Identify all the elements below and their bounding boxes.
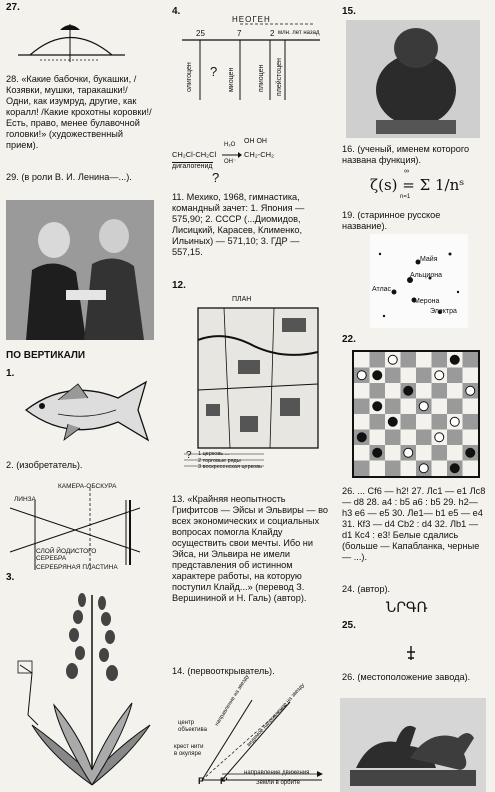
q16-text: 16. (ученый, именем которого названа функция). [342, 144, 470, 165]
epoch-pliocene: плиоцен [258, 64, 265, 92]
label-earth-orbit: Земли в орбите [256, 780, 300, 786]
chess-square [354, 414, 370, 430]
chess-square [463, 430, 479, 446]
lenin-actors-photo [6, 200, 154, 340]
mln-label: млн. лет назад [278, 30, 320, 36]
chess-board-squares [354, 352, 478, 476]
horse-sculpture-photo [340, 698, 486, 792]
label-apparent-direction: видимое направление на звезду [246, 682, 306, 749]
chess-piece [419, 402, 428, 411]
formula-arrow-top: H₂O [224, 142, 236, 148]
sculpture-photo [346, 20, 480, 138]
chess-piece [419, 464, 428, 473]
label-star-direction: направление на звезду [214, 673, 251, 728]
chess-square [463, 352, 479, 368]
chess-board [352, 350, 480, 478]
chess-square [370, 461, 386, 477]
chess-square [401, 399, 417, 415]
chess-square [447, 430, 463, 446]
formula-right: CH₂-CH₂ [244, 150, 274, 159]
zeta-formula: ζ(s) = Σ 1/nˢ [370, 176, 465, 194]
label-silver-plate: СЕРЕБРЯНАЯ ПЛАСТИНА [36, 564, 118, 571]
star-alcyone: Альциона [410, 272, 442, 279]
chess-square [401, 352, 417, 368]
chess-square [416, 352, 432, 368]
chess-square [463, 368, 479, 384]
chess-square [354, 399, 370, 415]
chess-piece [450, 464, 459, 473]
chess-square [370, 383, 386, 399]
chess-square [463, 414, 479, 430]
chess-square [401, 414, 417, 430]
photo-figures [6, 200, 154, 340]
map-legend-item-1: 1 церковь ... [198, 451, 230, 457]
tick-25: 25 [196, 29, 205, 38]
label-camera-obscura: КАМЕРА-ОБСКУРА [58, 483, 117, 490]
chess-piece [435, 371, 444, 380]
zeta-sum-top: ∞ [404, 168, 409, 175]
label-crosshair: крест нити в окуляре [174, 744, 204, 757]
q11-text: 11. Мехико, 1968, гимнастика, командный зачет: 1. Япония — 575,90; 2. СССР (...Диомидов, Лисицкий, Карасев, Клименко, Ильиных) — 571,10; 3. ГДР — 557,15. [172, 192, 305, 257]
chess-square [354, 445, 370, 461]
chess-square [432, 383, 448, 399]
chess-piece [388, 417, 397, 426]
label-iodide-layer: СЛОЙ ЙОДИСТОГО СЕРЕБРА [36, 548, 97, 562]
chess-square [401, 368, 417, 384]
q12-number: 12. [172, 280, 186, 291]
formula-label: дигалогенид [172, 163, 213, 170]
chess-square [401, 430, 417, 446]
chess-square [416, 445, 432, 461]
chess-square [385, 383, 401, 399]
heading-vertical: ПО ВЕРТИКАЛИ [6, 350, 86, 361]
q4-number: 4. [172, 6, 181, 17]
map-legend-item-2: 2 торговые ряды [198, 457, 241, 464]
chess-square [416, 414, 432, 430]
label-lens-center: центр объектива [178, 720, 207, 733]
chess-piece [388, 355, 397, 364]
q27-umbrella-diagram [0, 0, 160, 75]
chess-square [432, 461, 448, 477]
label-motion-direction: направление движения [244, 770, 310, 776]
q27-number: 27. [6, 2, 20, 13]
chess-square [416, 383, 432, 399]
formula-arrow-bottom: OH⁻ [224, 159, 237, 165]
map-plan-label: ПЛАН [232, 296, 252, 303]
tick-2: 2 [270, 29, 275, 38]
chess-square [416, 368, 432, 384]
chess-square [432, 445, 448, 461]
chess-square [370, 352, 386, 368]
star-merope: Мерона [414, 298, 440, 305]
formula-left: CH₂Cl-CH₂Cl [172, 150, 217, 159]
chess-square [354, 352, 370, 368]
plant-illustration [10, 585, 160, 792]
q29-text: 29. (в роли В. И. Ленина—...). [6, 172, 132, 182]
chess-square [401, 461, 417, 477]
chess-square [416, 430, 432, 446]
chess-square [385, 399, 401, 415]
q3-number: 3. [6, 572, 15, 583]
chess-piece [404, 386, 413, 395]
q25-number: 25. [342, 620, 356, 631]
chess-piece [435, 433, 444, 442]
epoch-miocene: миоцен [228, 67, 235, 92]
chess-square [385, 445, 401, 461]
chess-piece [404, 448, 413, 457]
star-electra: Электра [430, 308, 457, 315]
chess-piece [466, 448, 475, 457]
map-legend-item-3: 3 воскресенская церковь [198, 464, 262, 470]
chess-piece [466, 386, 475, 395]
chess-square [463, 399, 479, 415]
formula-question-mark: ? [212, 170, 220, 185]
map-question-mark: ? [186, 450, 192, 461]
chess-square [370, 430, 386, 446]
chess-square [432, 414, 448, 430]
chess-square [447, 445, 463, 461]
chess-square [447, 399, 463, 415]
epoch-oligocene: олигоцен [186, 62, 193, 92]
armenian-glyphs: ՆՐԳՌ [386, 600, 428, 616]
chess-square [447, 383, 463, 399]
tick-7: 7 [237, 29, 242, 38]
q28-text: 28. «Какие бабочки, букашки, /Козявки, мушки, таракашки!/ Одни, как изумруд, другие, как коралл! /Какие крохотны коровки!/ Есть, право, менее булавочной головки!» (художественный прием). [6, 74, 152, 150]
q26-chess-moves: 26. ... Сf6 — h2! 27. Лс1 — е1 Лс8 — d8 28. а4 : b5 а6 : b5 29. h2—h3 е6 — е5 30. Ле1— b1 е5 — е4 31. Кf3 — d4 Сb2 : d4 32. Лb1 — d1 Кс4 : е3! Белые сдались (больше — Капабланка, черные — ...). [342, 486, 486, 562]
label-f: F [198, 776, 204, 786]
formula-right-top: OH OH [244, 138, 267, 145]
chess-square [385, 368, 401, 384]
glyph-mark [404, 646, 418, 662]
epoch-pleistocene: плейстоцен [276, 58, 283, 96]
chess-square [354, 461, 370, 477]
star-maia: Майя [420, 256, 438, 263]
fish-illustration [18, 370, 158, 455]
chess-piece [450, 417, 459, 426]
chess-square [385, 430, 401, 446]
q13-text: 13. «Крайняя неопытность Грифитсов — Эйсы и Эльвиры — во всех экономических и социальных вопросах помогла Клайду осуществить свои мечты. Ибо ни Эйса, ни Эльвира не имели представления об истинном характере работы, на которую поступил Клайд...» (перевод З. Вершининой и Н. Галь) (автор). [172, 494, 328, 603]
label-lens: ЛИНЗА [14, 496, 36, 503]
q24-text: 24. (автор). [342, 584, 391, 594]
q1-number: 1. [6, 368, 15, 379]
label-f-prime: F' [220, 776, 228, 786]
formula-arrow [222, 152, 242, 158]
chess-square [370, 414, 386, 430]
q19-text: 19. (старинное русское название). [342, 210, 441, 231]
zeta-sum-bottom: n=1 [400, 194, 411, 200]
star-atlas: Атлас [372, 286, 392, 293]
q26-text: 26. (местоположение завода). [342, 672, 471, 682]
timeline-question-mark: ? [210, 64, 218, 79]
map-legend [198, 451, 308, 471]
q22-number: 22. [342, 334, 356, 345]
q14-text: 14. (первооткрыватель). [172, 666, 275, 676]
chess-piece [373, 402, 382, 411]
chess-square [385, 461, 401, 477]
chess-square [432, 399, 448, 415]
chess-square [447, 368, 463, 384]
chess-square [432, 352, 448, 368]
chess-square [463, 461, 479, 477]
chess-piece [373, 448, 382, 457]
q2-text: 2. (изобретатель). [6, 460, 83, 470]
neogen-timeline-diagram [170, 10, 330, 105]
q15-number: 15. [342, 6, 356, 17]
chess-piece [450, 355, 459, 364]
chess-piece [357, 433, 366, 442]
neogen-label: НЕОГЕН [232, 15, 271, 24]
chess-piece [373, 371, 382, 380]
chess-piece [357, 371, 366, 380]
chess-square [354, 383, 370, 399]
